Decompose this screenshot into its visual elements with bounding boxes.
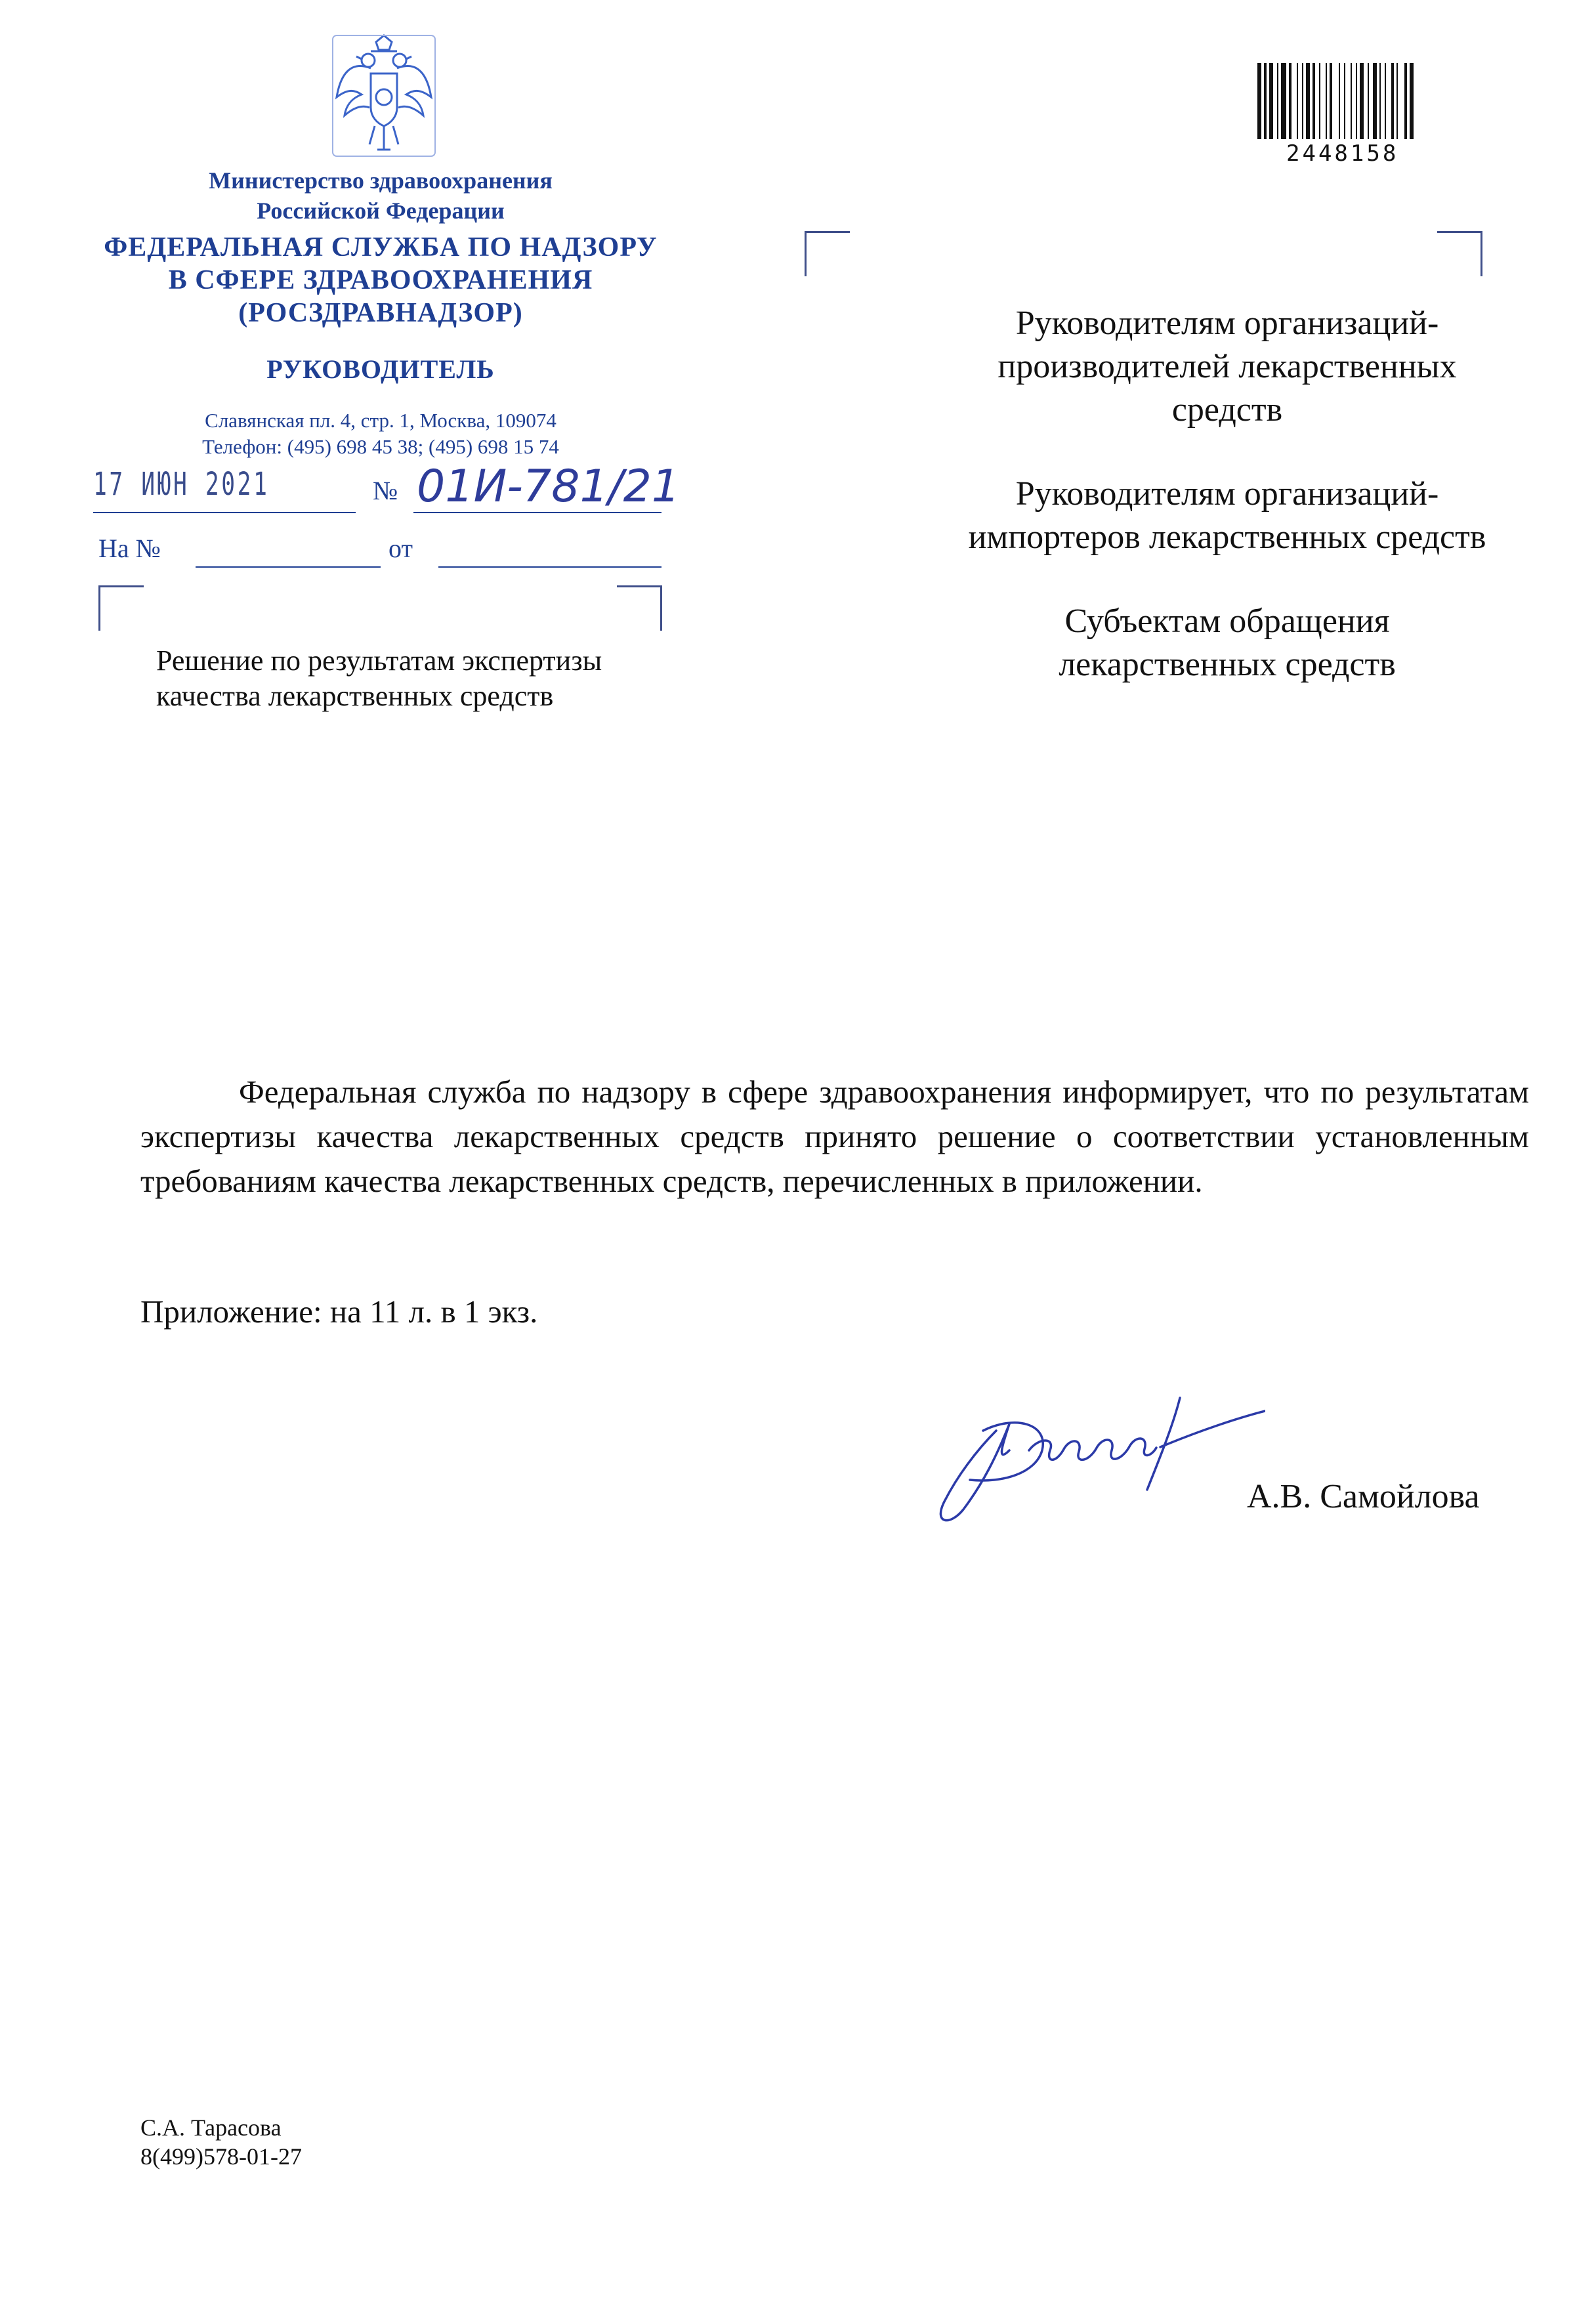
addressee-producers: [899, 302, 1555, 432]
signature-icon: [898, 1352, 1265, 1549]
reference-date-label: от: [388, 534, 413, 563]
body-paragraph: Федеральная служба по надзору в сфере здравоохранения информирует, что по результатам экспертизы качества лекарственных средств принято решение о соответствии установленным требованиям качества лекарственных средств, перечисленных в приложении.: [140, 1074, 1529, 1199]
barcode-number: 2448158: [1286, 140, 1399, 167]
date-stamp: 17 ИЮН 2021: [93, 466, 270, 503]
addressee-line: Руководителям организаций-: [1015, 305, 1439, 342]
addressee-importers: [899, 473, 1555, 559]
reference-date-underline: [438, 566, 662, 568]
executor-info: [140, 2113, 302, 2171]
number-underline: [413, 512, 662, 513]
addressee-corner-top-right: [1437, 231, 1482, 276]
reference-number-label: На №: [98, 534, 161, 563]
number-label: №: [373, 476, 398, 505]
addressee-line: Субъектам обращения: [1064, 602, 1390, 640]
phone-line: Телефон: (495) 698 45 38; (495) 698 15 74: [202, 435, 559, 458]
service-line-1: ФЕДЕРАЛЬНАЯ СЛУЖБА ПО НАДЗОРУ: [104, 232, 658, 263]
addressee-line: средств: [1171, 391, 1283, 429]
address-line: Славянская пл. 4, стр. 1, Москва, 109074: [205, 409, 556, 432]
addressee-line: лекарственных средств: [1059, 646, 1396, 683]
date-underline: [93, 512, 356, 513]
service-line-2: В СФЕРЕ ЗДРАВООХРАНЕНИЯ: [168, 265, 593, 295]
addressees: [899, 302, 1555, 727]
subject-corner-top-right: [617, 585, 662, 631]
ministry-name: [85, 165, 676, 226]
service-line-3: (РОСЗДРАВНАДЗОР): [238, 298, 523, 328]
head-title: РУКОВОДИТЕЛЬ: [266, 354, 495, 384]
ministry-line-1: Министерство здравоохранения: [209, 167, 553, 194]
ministry-line-2: Российской Федерации: [257, 198, 505, 224]
addressee-line: Руководителям организаций-: [1015, 475, 1439, 513]
reference-number-underline: [196, 566, 381, 568]
coat-of-arms-emblem: [331, 34, 436, 158]
addressee-line: производителей лекарственных: [998, 348, 1457, 385]
service-name: [85, 231, 676, 329]
addressee-corner-top-left: [805, 231, 850, 276]
registration-number: 01И-781/21: [417, 461, 681, 513]
subject-corner-top-left: [98, 585, 144, 631]
addressee-line: импортеров лекарственных средств: [968, 518, 1486, 556]
russian-coat-of-arms-icon: [331, 34, 436, 158]
executor-phone: 8(499)578-01-27: [140, 2143, 302, 2170]
executor-name: С.А. Тарасова: [140, 2114, 282, 2141]
subject-line-2: качества лекарственных средств: [156, 680, 554, 712]
attachment-note: Приложение: на 11 л. в 1 экз.: [140, 1294, 538, 1330]
addressee-subjects: [899, 600, 1555, 686]
barcode: [1256, 63, 1427, 139]
subject: [156, 643, 721, 714]
barcode-icon: [1256, 63, 1427, 139]
subject-line-1: Решение по результатам экспертизы: [156, 644, 602, 677]
signer-name: А.В. Самойлова: [1247, 1478, 1480, 1515]
handwritten-signature: [898, 1352, 1265, 1549]
